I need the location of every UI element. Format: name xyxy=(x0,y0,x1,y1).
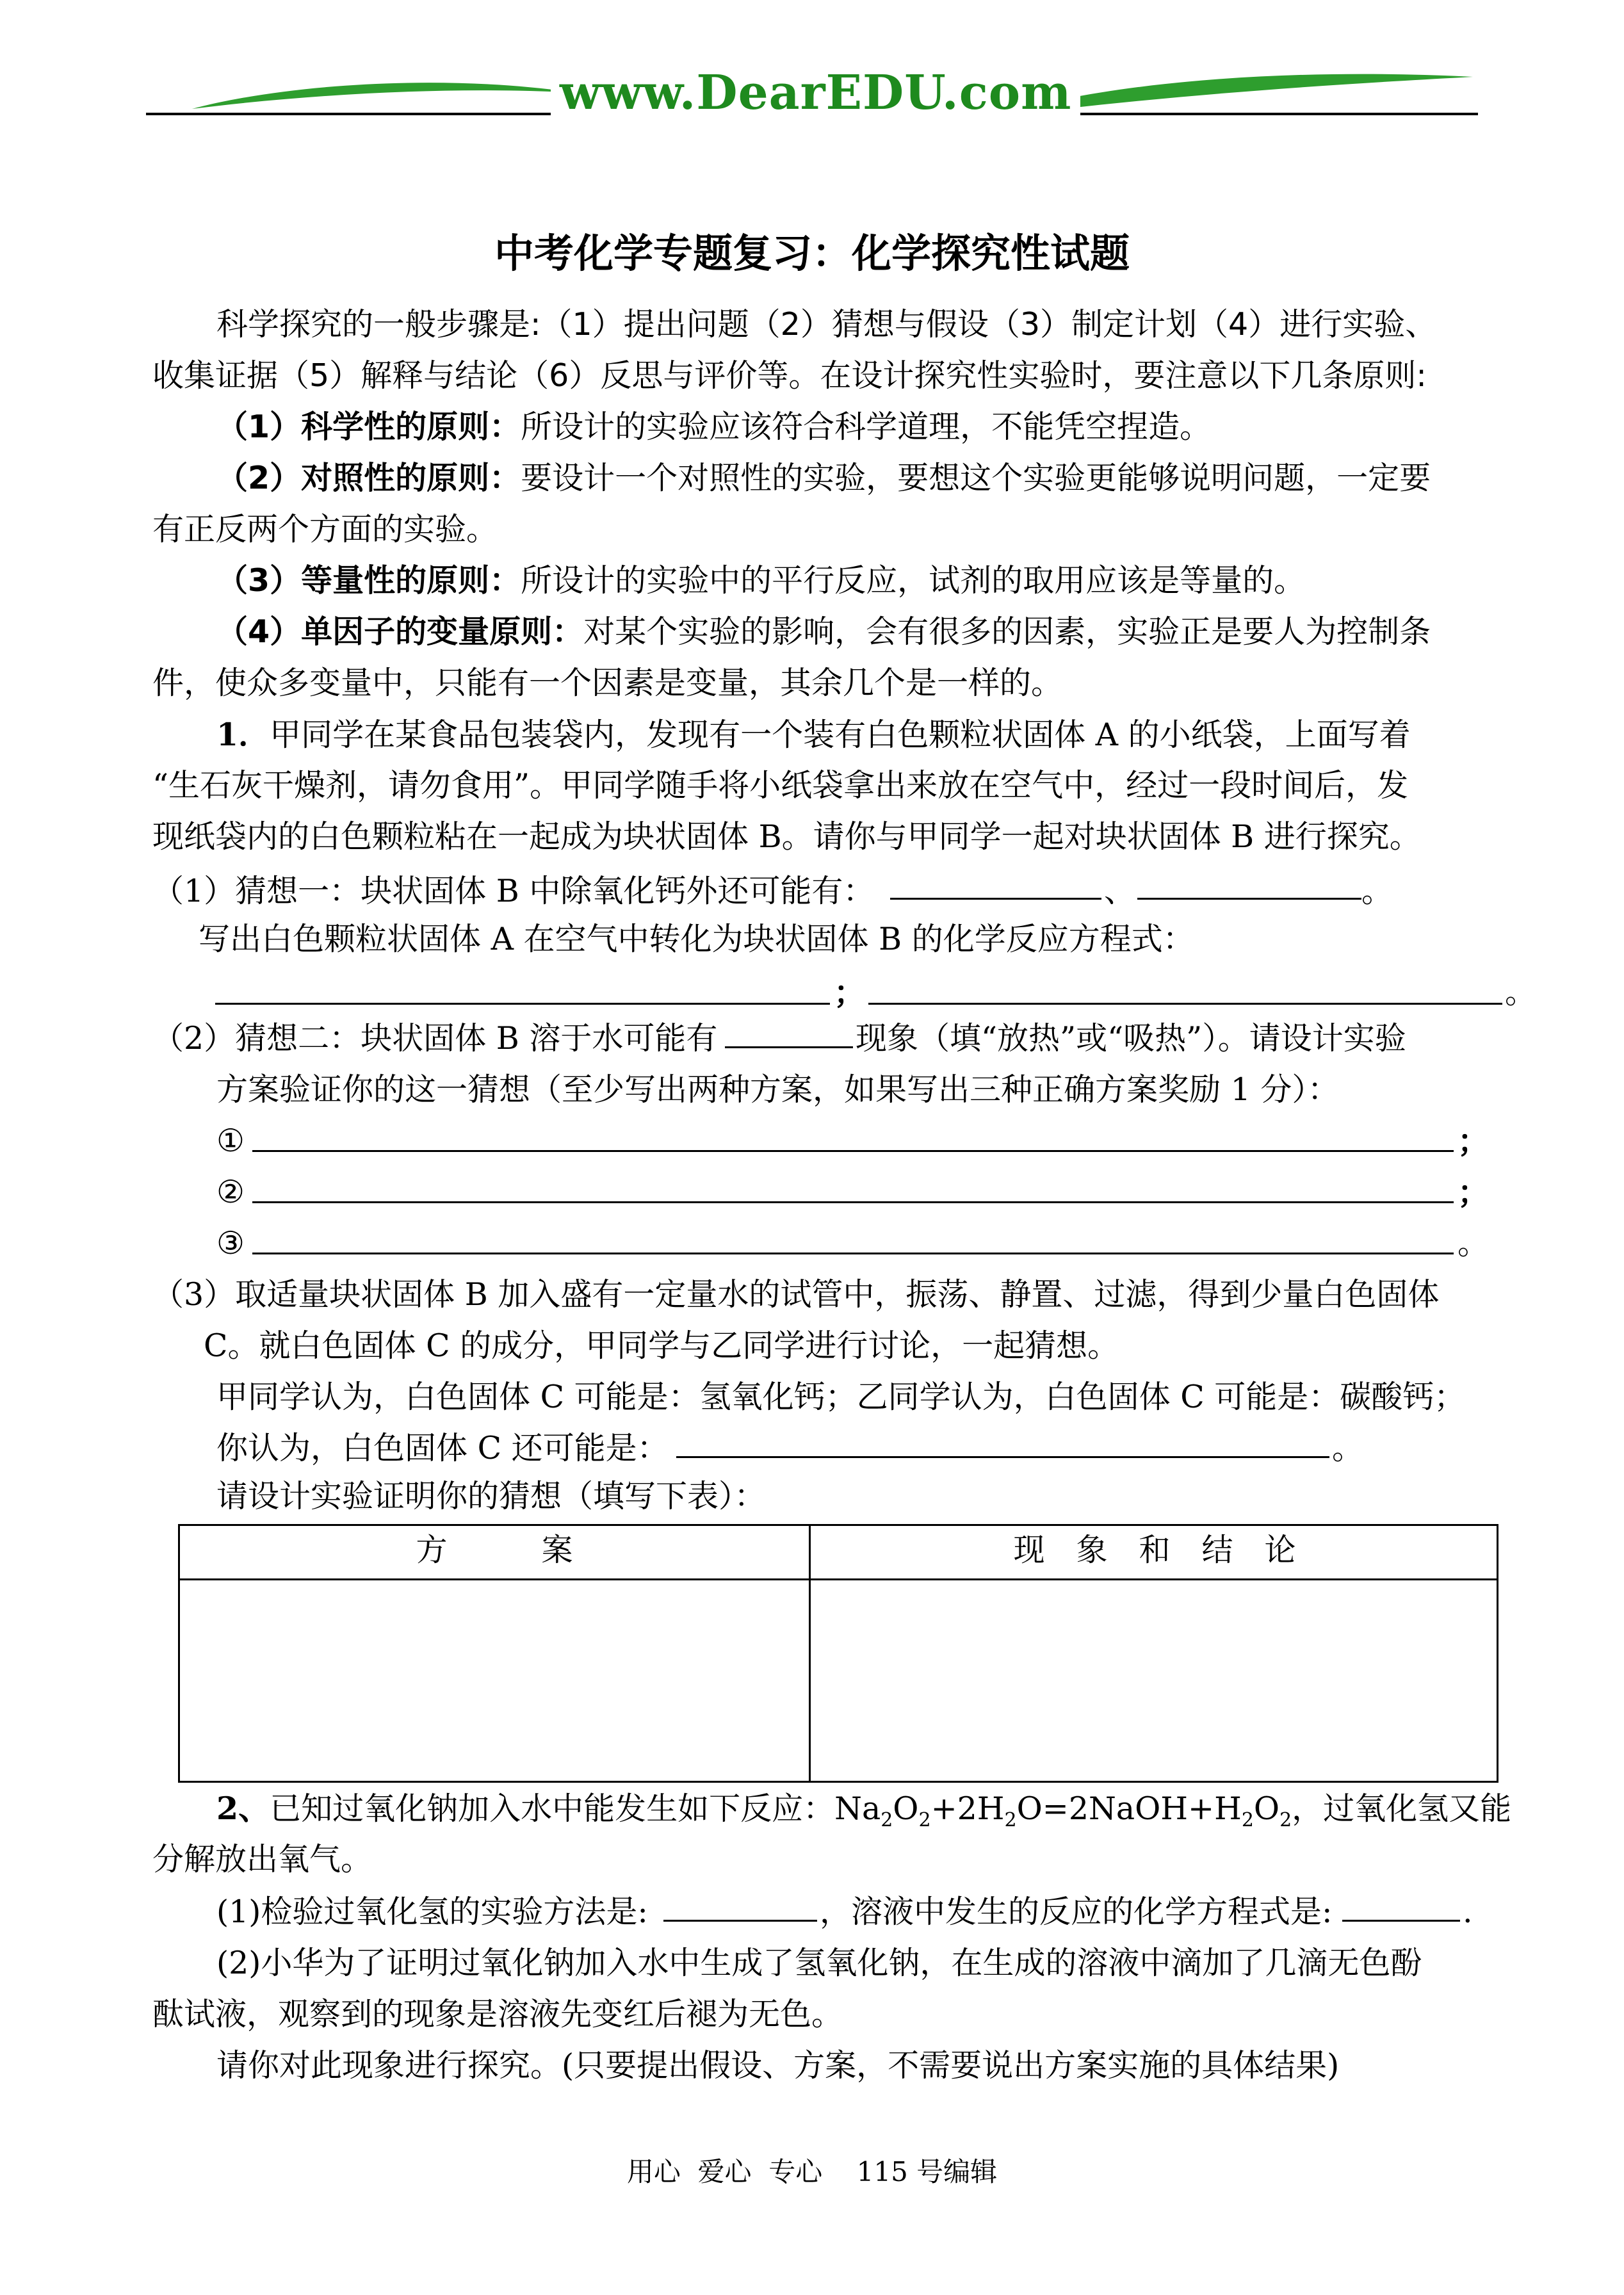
q2-line-2: 分解放出氧气。 xyxy=(152,1841,373,1877)
principle-2: （2）对照性的原则：要设计一个对照性的实验，要想这个实验更能够说明问题，一定要 xyxy=(216,460,1431,496)
principle-4-cont: 件，使众多变量中，只能有一个因素是变量，其余几个是一样的。 xyxy=(152,665,1063,701)
q1-sub3-line-3: 甲同学认为，白色固体 C 可能是：氢氧化钙；乙同学认为，白色固体 C 可能是：碳酸钙； xyxy=(216,1379,1466,1415)
left-leaf-swoosh-icon xyxy=(192,70,576,115)
q1-plan-1-semicolon: ； xyxy=(1458,1123,1490,1160)
q1-sub1-answer-blank-1[interactable] xyxy=(890,898,1101,900)
q1-equation-period: 。 xyxy=(1505,974,1537,1010)
q2-part1-text-a: (1)检验过氧化氢的实验方法是: xyxy=(216,1894,648,1930)
q1-sub2-text-b: 现象（填“放热”或“吸热”）。请设计实验 xyxy=(856,1020,1406,1057)
q2-part1-end: . xyxy=(1463,1894,1473,1930)
page-footer: 用心 爱心 专心 115 号编辑 xyxy=(626,2156,998,2187)
q1-sub3-answer-blank[interactable] xyxy=(676,1456,1329,1458)
intro-line-2: 收集证据（5）解释与结论（6）反思与评价等。在设计探究性实验时，要注意以下几条原则: xyxy=(152,357,1427,394)
q1-equation-semicolon: ； xyxy=(834,974,866,1011)
q1-sub3-period: 。 xyxy=(1332,1430,1364,1466)
table-cell-result[interactable] xyxy=(811,1580,1498,1781)
q1-plan-1-blank[interactable] xyxy=(252,1150,1454,1152)
q1-plan-3-blank[interactable] xyxy=(252,1253,1454,1254)
site-logo[interactable]: www.DearEDU.com xyxy=(551,64,1080,122)
q1-sub3-line-2: C。就白色固体 C 的成分，甲同学与乙同学进行讨论，一起猜想。 xyxy=(204,1327,1119,1364)
q2-part3-line: 请你对此现象进行探究。(只要提出假设、方案，不需要说出方案实施的具体结果) xyxy=(216,2047,1340,2084)
q2-part2-line-1: (2)小华为了证明过氧化钠加入水中生成了氢氧化钠，在生成的溶液中滴加了几滴无色酚 xyxy=(216,1945,1422,1981)
q1-sub1-separator: 、 xyxy=(1104,873,1136,909)
q1-sub1-answer-blank-2[interactable] xyxy=(1137,898,1361,900)
q1-sub3-line-1: （3）取适量块状固体 B 加入盛有一定量水的试管中，振荡、静置、过滤，得到少量白色固体 xyxy=(152,1276,1440,1313)
q1-sub1-text: （1）猜想一：块状固体 B 中除氧化钙外还可能有： xyxy=(152,873,875,909)
principle-2-cont: 有正反两个方面的实验。 xyxy=(152,511,498,547)
principle-4: （4）单因子的变量原则：对某个实验的影响，会有很多的因素，实验正是要人为控制条 xyxy=(216,613,1431,650)
q2-line-1: 2、已知过氧化钠加入水中能发生如下反应：$Na_2O_2+2H_2O=2NaOH+H_2O_2$，过氧化氢又能 xyxy=(216,1790,1512,1831)
q1-sub2-text-c: 方案验证你的这一猜想（至少写出两种方案，如果写出三种正确方案奖励 1 分）： xyxy=(216,1071,1339,1108)
q2-part1-method-blank[interactable] xyxy=(663,1920,817,1922)
q1-sub2-phenomenon-blank[interactable] xyxy=(725,1046,853,1048)
q1-plan-3-marker: ③ xyxy=(216,1225,245,1261)
q1-plan-2-blank[interactable] xyxy=(252,1201,1454,1203)
table-header-result: 现 象 和 结 论 xyxy=(1013,1532,1296,1568)
q1-sub2-text-a: （2）猜想二：块状固体 B 溶于水可能有 xyxy=(152,1020,718,1057)
table-header-plan: 方 案 xyxy=(416,1532,573,1568)
page-title: 中考化学专题复习：化学探究性试题 xyxy=(494,230,1130,277)
table-cell-plan[interactable] xyxy=(180,1580,809,1781)
q1-plan-3-period: 。 xyxy=(1458,1225,1490,1261)
q1-sub1-period: 。 xyxy=(1361,873,1393,909)
principle-3: （3）等量性的原则：所设计的实验中的平行反应，试剂的取用应该是等量的。 xyxy=(216,562,1306,599)
q1-equation-blank-1[interactable] xyxy=(215,1003,830,1005)
q1-sub3-line-4: 你认为，白色固体 C 还可能是： xyxy=(216,1430,669,1466)
q2-part1-text-b: ，溶液中发生的反应的化学方程式是: xyxy=(820,1894,1333,1930)
q1-line-3: 现纸袋内的白色颗粒粘在一起成为块状固体 B。请你与甲同学一起对块状固体 B 进行探究。 xyxy=(152,818,1421,855)
q1-plan-1-marker: ① xyxy=(216,1123,245,1159)
q1-line-1: 1．甲同学在某食品包装袋内，发现有一个装有白色颗粒状固体 A 的小纸袋，上面写着 xyxy=(216,716,1411,753)
principle-1: （1）科学性的原则：所设计的实验应该符合科学道理，不能凭空捏造。 xyxy=(216,409,1212,445)
q2-part1-equation-blank[interactable] xyxy=(1342,1920,1460,1922)
experiment-table xyxy=(178,1524,1498,1783)
q1-line-2: “生石灰干燥剂，请勿食用”。甲同学随手将小纸袋拿出来放在空气中，经过一段时间后，发 xyxy=(152,767,1409,804)
q1-plan-2-semicolon: ； xyxy=(1458,1174,1490,1211)
q1-sub3-line-5: 请设计实验证明你的猜想（填写下表）： xyxy=(216,1478,766,1514)
right-leaf-swoosh-icon xyxy=(1063,70,1473,115)
intro-line-1: 科学探究的一般步骤是:（1）提出问题（2）猜想与假设（3）制定计划（4）进行实验、 xyxy=(216,306,1437,343)
q1-plan-2-marker: ② xyxy=(216,1174,245,1210)
q2-part2-line-2: 酞试液，观察到的现象是溶液先变红后褪为无色。 xyxy=(152,1996,843,2032)
q1-equation-blank-2[interactable] xyxy=(868,1003,1502,1005)
q1-sub1-equation-prompt: 写出白色颗粒状固体 A 在空气中转化为块状固体 B 的化学反应方程式： xyxy=(199,921,1194,957)
